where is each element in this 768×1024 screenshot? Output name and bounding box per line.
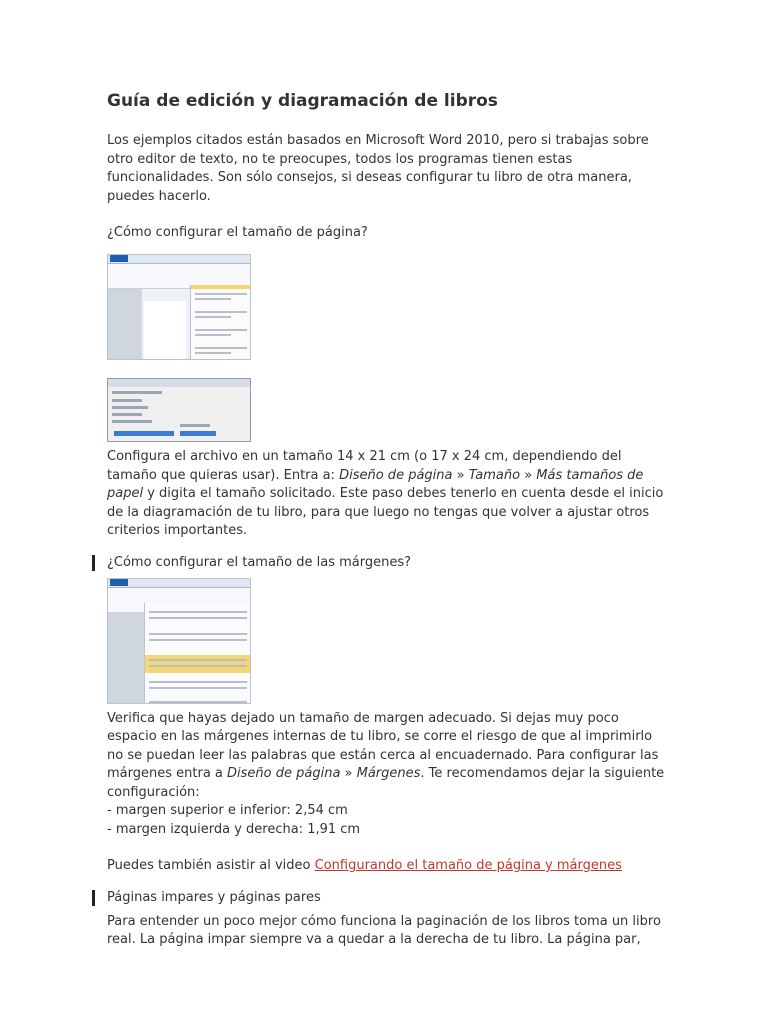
video-link[interactable]: Configurando el tamaño de página y márgenes xyxy=(314,858,622,873)
section-heading-margins: ¿Cómo configurar el tamaño de las márgenes? xyxy=(107,554,667,572)
margin-top-bottom-line: - margen superior e inferior: 2,54 cm xyxy=(107,803,348,818)
page-size-paragraph: Configura el archivo en un tamaño 14 x 21 cm (o 17 x 24 cm, dependiendo del tamaño que quieras usar). Entra a: Diseño de página » Tamaño » Más tamaños de papel y digita el tamaño solicitado. Este paso debes tenerlo en cuenta desde el inicio de la diagramación de tu libro, para que luego no tengas que volver a ajustar otros criterios importantes. xyxy=(107,449,664,538)
intro-paragraph: Los ejemplos citados están basados en Microsoft Word 2010, pero si trabajas sobre otro editor de texto, no te preocupes, todos los programas tienen estas funcionalidades. Son sólo consejos, si deseas configurar tu libro de otra manera, puedes hacerlo. xyxy=(107,133,649,204)
word-page-size-menu-screenshot xyxy=(107,254,251,360)
section-heading-page-size: ¿Cómo configurar el tamaño de página? xyxy=(107,225,368,240)
margins-paragraph: Verifica que hayas dejado un tamaño de margen adecuado. Si dejas muy poco espacio en las márgenes internas de tu libro, se corre el riesgo de que al imprimirlo no se puedan leer las palabras que están cerca al encuadernado. Para configurar las márgenes entra a Diseño de página » Márgenes. Te recomendamos dejar la siguiente configuración: xyxy=(107,710,665,800)
document-page xyxy=(107,88,667,950)
word-margins-menu-screenshot xyxy=(107,578,251,704)
video-paragraph: Puedes también asistir al video Configurando el tamaño de página y márgenes xyxy=(107,858,622,873)
document-title: Guía de edición y diagramación de libros xyxy=(107,91,498,111)
margin-left-right-line: - margen izquierda y derecha: 1,91 cm xyxy=(107,821,361,837)
section-heading-odd-even-pages: Páginas impares y páginas pares xyxy=(107,889,667,907)
odd-even-paragraph: Para entender un poco mejor cómo funciona la paginación de los libros toma un libro real. La página impar siempre va a quedar a la derecha de tu libro. La página par, xyxy=(107,913,661,947)
word-page-setup-dialog-screenshot xyxy=(107,378,251,442)
